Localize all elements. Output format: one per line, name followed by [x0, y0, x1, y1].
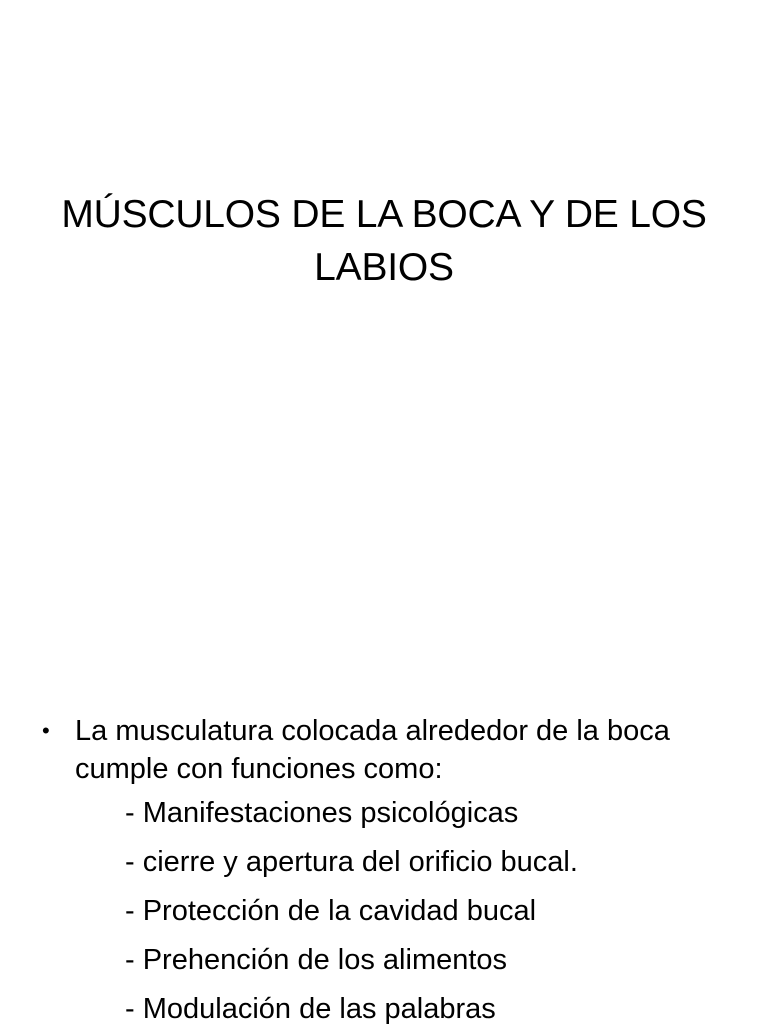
- function-item: - cierre y apertura del orificio bucal.: [125, 846, 578, 878]
- function-list: [40, 794, 740, 1024]
- bullet-marker: •: [42, 718, 50, 743]
- function-item: - Protección de la cavidad bucal: [125, 895, 537, 927]
- slide-body: [40, 712, 740, 1024]
- function-item: - Manifestaciones psicológicas: [125, 797, 519, 829]
- slide-title: MÚSCULOS DE LA BOCA Y DE LOS LABIOS: [61, 193, 707, 289]
- bullet-text: La musculatura colocada alrededor de la boca cumple con funciones como:: [75, 715, 670, 785]
- function-item: - Prehención de los alimentos: [125, 944, 508, 976]
- bullet-item: [40, 712, 740, 788]
- function-item: - Modulación de las palabras: [125, 993, 496, 1024]
